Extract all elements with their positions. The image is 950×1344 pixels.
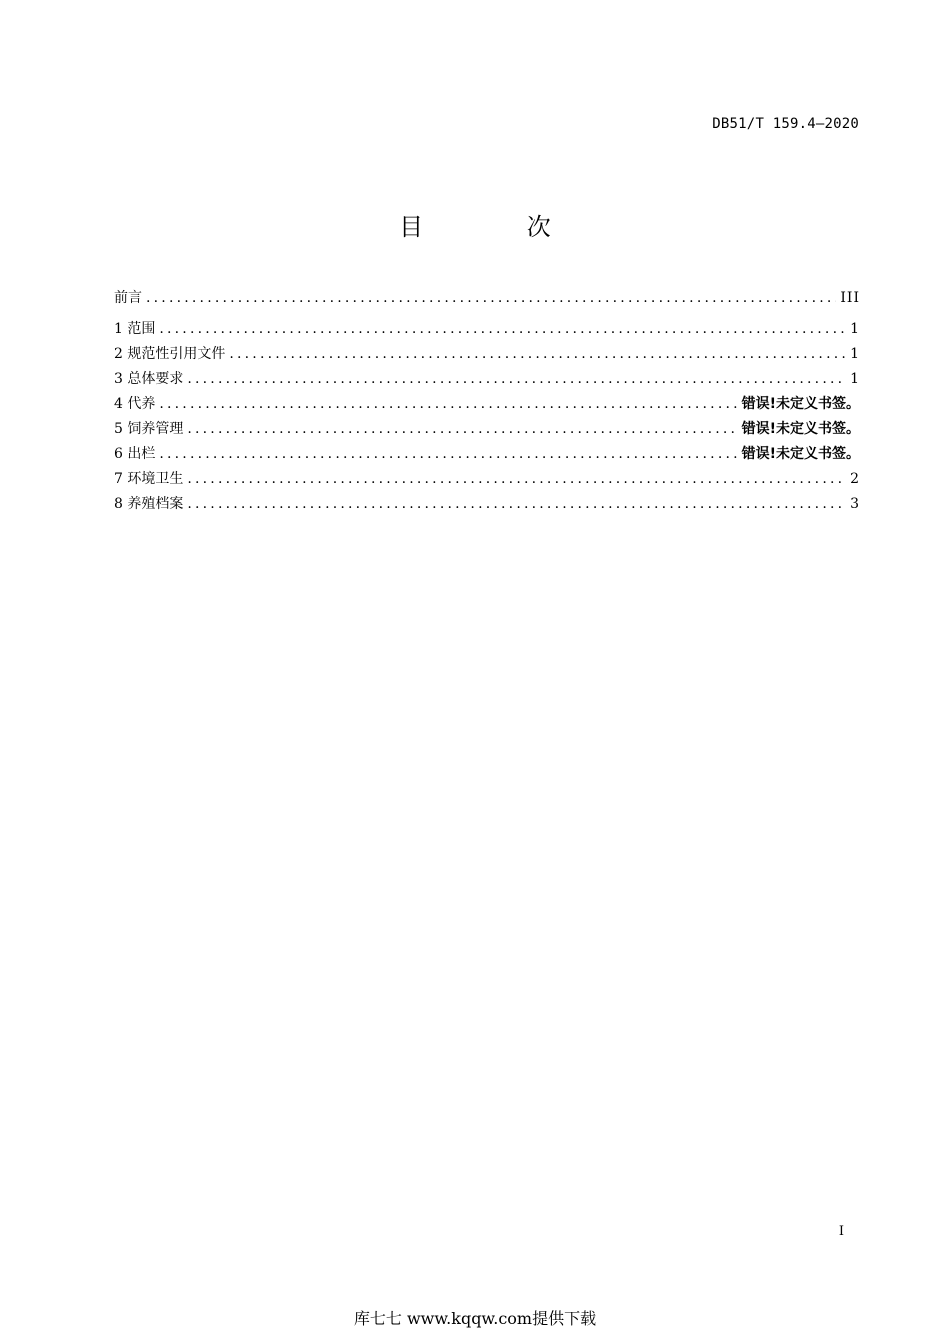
document-code: DB51/T 159.4—2020 xyxy=(712,116,859,132)
toc-leader-dots xyxy=(159,319,846,339)
toc-leader-dots xyxy=(187,419,737,439)
toc-entry-label: 7 环境卫生 xyxy=(114,471,184,487)
toc-leader-dots xyxy=(187,494,846,514)
toc-entry-page: 3 xyxy=(850,496,860,512)
toc-entry-page: III xyxy=(840,290,860,306)
toc-entry[interactable] xyxy=(114,344,860,369)
toc-leader-dots xyxy=(187,469,846,489)
table-of-contents xyxy=(114,288,860,519)
toc-leader-dots xyxy=(146,288,836,308)
toc-entry-page: 1 xyxy=(850,321,860,337)
toc-leader-dots xyxy=(229,344,846,364)
toc-entry-label: 8 养殖档案 xyxy=(114,496,184,512)
toc-entry[interactable] xyxy=(114,394,860,419)
toc-entry[interactable] xyxy=(114,369,860,394)
toc-leader-dots xyxy=(187,369,846,389)
toc-entry[interactable] xyxy=(114,444,860,469)
toc-entry-page: 1 xyxy=(850,371,860,387)
toc-entry[interactable] xyxy=(114,494,860,519)
toc-entry-page: 1 xyxy=(850,346,860,362)
toc-entry-label: 1 范围 xyxy=(114,321,156,337)
toc-entry-label: 3 总体要求 xyxy=(114,371,184,387)
toc-entry-label: 5 饲养管理 xyxy=(114,421,184,437)
toc-entry-label: 6 出栏 xyxy=(114,446,156,462)
toc-entry-page-error: 错误!未定义书签。 xyxy=(741,421,860,437)
toc-entry-page: 2 xyxy=(850,471,860,487)
toc-entry[interactable] xyxy=(114,469,860,494)
footer-watermark: 库七七 www.kqqw.com提供下载 xyxy=(353,1309,597,1328)
toc-entry[interactable] xyxy=(114,288,860,313)
toc-entry-label: 前言 xyxy=(114,290,142,306)
toc-entry-page-error: 错误!未定义书签。 xyxy=(741,396,860,412)
toc-title: 目 次 xyxy=(399,213,599,241)
toc-entry-page-error: 错误!未定义书签。 xyxy=(741,446,860,462)
page-number: I xyxy=(838,1224,844,1239)
toc-entry-label: 2 规范性引用文件 xyxy=(114,346,226,362)
toc-entry-label: 4 代养 xyxy=(114,396,156,412)
toc-entry[interactable] xyxy=(114,319,860,344)
toc-entry[interactable] xyxy=(114,419,860,444)
toc-leader-dots xyxy=(159,394,737,414)
toc-leader-dots xyxy=(159,444,737,464)
